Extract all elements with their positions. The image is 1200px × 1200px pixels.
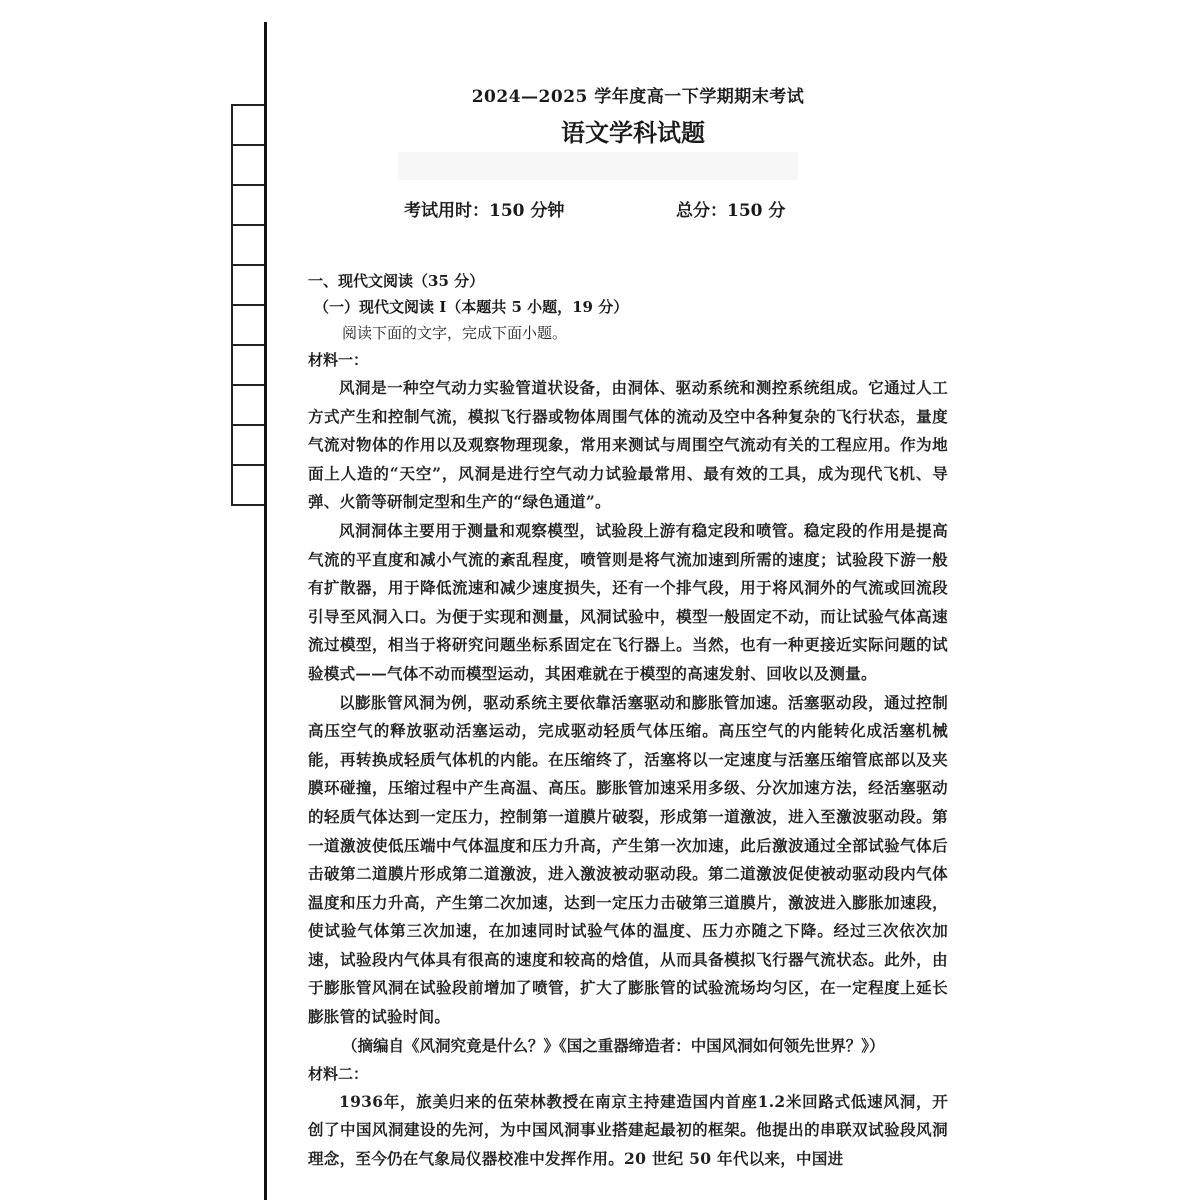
binding-tick [232, 464, 264, 466]
material-paragraph: 1936年，旅美归来的伍荣林教授在南京主持建造国内首座1.2米回路式低速风洞，开创了中国风洞建设的先河，为中国风洞事业搭建起最初的框架。他提出的串联双试验段风洞理念，至今仍在气象局仪器校准中发挥作用。20 世纪 50 年代以来，中国进 [308, 1091, 948, 1168]
exam-page [308, 82, 948, 1173]
material-paragraph: 风洞洞体主要用于测量和观察模型，试验段上游有稳定段和喷管。稳定段的作用是提高气流的平直度和减小气流的紊乱程度，喷管则是将气流加速到所需的速度；试验段下游一般有扩散器，用于降低流速和减少速度损失，还有一个排气段，用于将风洞外的气流或回流段引导至风洞入口。为便于实现和测量，风洞试验中，模型一般固定不动，而让试验气体高速流过模型，相当于将研究问题坐标系固定在飞行器上。当然，也有一种更接近实际问题的试验模式——气体不动而模型运动，其困难就在于模型的高速发射、回收以及测量。 [308, 520, 948, 683]
binding-tick [232, 264, 264, 266]
sub-section-heading: （一）现代文阅读 I（本题共 5 小题，19 分） [314, 298, 629, 316]
exam-time: 考试用时：150 分钟 [404, 201, 565, 221]
binding-tick [232, 144, 264, 146]
section-heading: 一、现代文阅读（35 分） [308, 272, 485, 290]
material-paragraph: 以膨胀管风洞为例，驱动系统主要依靠活塞驱动和膨胀管加速。活塞驱动段，通过控制高压空气的释放驱动活塞运动，完成驱动轻质气体压缩。高压空气的内能转化成活塞机械能，再转换成轻质气体机的内能。在压缩终了，活塞将以一定速度与活塞压缩管底部以及夹膜环碰撞，压缩过程中产生高温、高压。膨胀管加速采用多级、分次加速方法，经活塞驱动的轻质气体达到一定压力，控制第一道膜片破裂，形成第一道激波，进入至激波驱动段。第一道激波使低压端中气体温度和压力升高，产生第一次加速，此后激波通过全部试验气体后击破第二道膜片形成第二道激波，进入激波被动驱动段。第二道激波促使被动驱动段内气体温度和压力升高，产生第二次加速，达到一定压力击破第三道膜片，激波进入膨胀加速段，使试验气体第三次加速，在加速同时试验气体的温度、压力亦随之下降。经过三次依次加速，试验段内气体具有很高的速度和较高的焓值，从而具备模拟飞行器气流状态。此外，由于膨胀管风洞在试验段前增加了喷管，扩大了膨胀管的试验流场均匀区，在一定程度上延长膨胀管的试验时间。 [308, 692, 948, 1027]
binding-tick [232, 424, 264, 426]
binding-tick [232, 104, 264, 106]
scan-smudge [398, 152, 798, 180]
binding-tick [232, 384, 264, 386]
binding-tick [232, 504, 264, 506]
binding-tick [232, 184, 264, 186]
exam-title: 2024—2025 学年度高一下学期期末考试 [471, 87, 805, 107]
material-paragraph: 风洞是一种空气动力实验管道状设备，由洞体、驱动系统和测控系统组成。它通过人工方式产生和控制气流，模拟飞行器或物体周围气体的流动及空中各种复杂的飞行状态，量度气流对物体的作用以及观察物理现象，常用来测试与周围空气流动有关的工程应用。作为地面上人造的“天空”，风洞是进行空气动力试验最常用、最有效的工具，成为现代飞机、导弹、火箭等研制定型和生产的“绿色通道”。 [308, 378, 948, 512]
subject-title: 语文学科试题 [561, 118, 705, 147]
binding-line [264, 22, 267, 1200]
exam-meta [308, 196, 948, 224]
binding-tick [232, 344, 264, 346]
binding-tick [232, 224, 264, 226]
reading-instruction: 阅读下面的文字，完成下面小题。 [342, 324, 568, 342]
material-label: 材料二： [308, 1064, 369, 1083]
material-label: 材料一： [308, 351, 369, 369]
exam-total-score: 总分：150 分 [676, 201, 786, 221]
material-source: （摘编自《风洞究竟是什么？》《国之重器缔造者：中国风洞如何领先世界？》） [342, 1035, 885, 1055]
binding-tick [232, 304, 264, 306]
